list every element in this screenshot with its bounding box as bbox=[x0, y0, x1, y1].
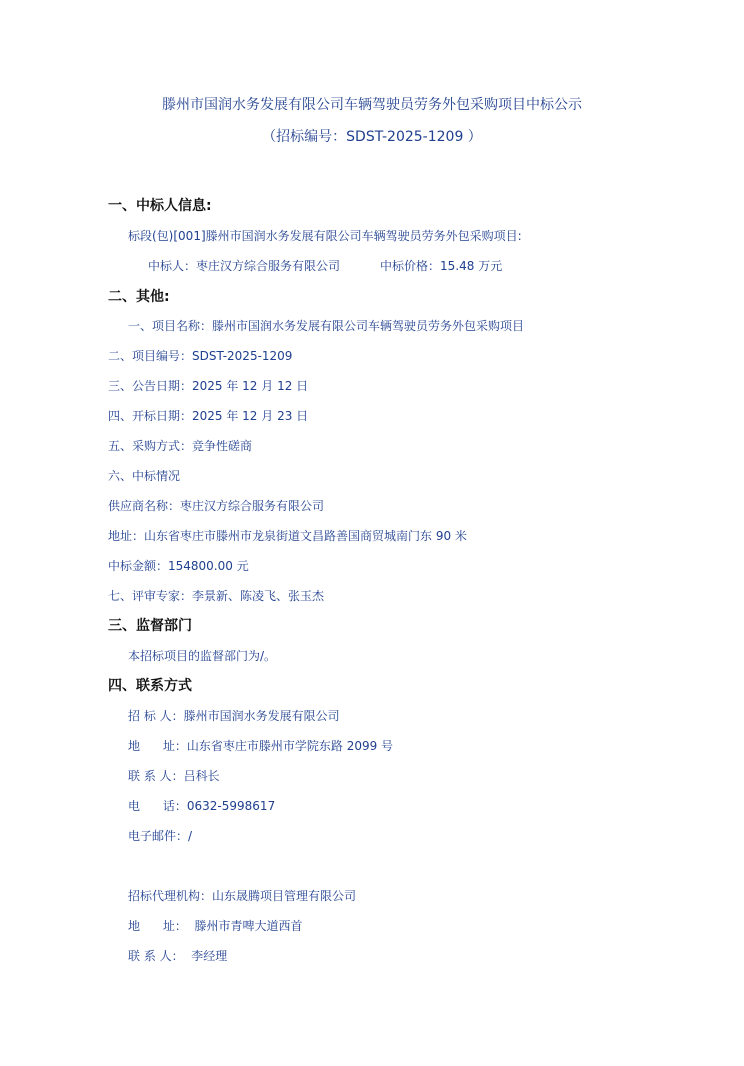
supervision-text: 本招标项目的监督部门为/。 bbox=[128, 649, 277, 663]
list-item: 二、项目编号：SDST-2025-1209 bbox=[108, 349, 293, 363]
section-winner-heading: 一、中标人信息: bbox=[108, 198, 212, 214]
list-item: 地址：山东省枣庄市滕州市龙泉街道文昌路善国商贸城南门东 90 米 bbox=[108, 529, 467, 543]
contact-value: 山东省枣庄市滕州市学院东路 2099 号 bbox=[186, 739, 394, 753]
list-item: 四、开标日期：2025 年 12 月 23 日 bbox=[108, 409, 309, 423]
contact-tenderer-name bbox=[128, 708, 340, 724]
winner-line bbox=[148, 258, 502, 274]
contact-value: / bbox=[188, 829, 193, 843]
contact-value: 0632-5998617 bbox=[186, 799, 276, 813]
winner-label: 中标人： bbox=[148, 259, 197, 273]
contact-value: 李经理 bbox=[183, 949, 228, 963]
contact-label: 电 话： bbox=[128, 799, 187, 813]
contact-label: 招 标 人： bbox=[128, 709, 184, 723]
page-title: 滕州市国润水务发展有限公司车辆驾驶员劳务外包采购项目中标公示 bbox=[162, 97, 582, 113]
list-item: 七、评审专家：李景新、陈凌飞、张玉杰 bbox=[108, 589, 325, 603]
section-other-heading: 二、其他: bbox=[108, 289, 170, 305]
contact-value: 滕州市国润水务发展有限公司 bbox=[183, 709, 340, 723]
price-label: 中标价格： bbox=[380, 259, 441, 273]
contact-agency-address bbox=[128, 918, 303, 934]
list-item: 供应商名称：枣庄汉方综合服务有限公司 bbox=[108, 499, 325, 513]
list-item: 五、采购方式：竞争性磋商 bbox=[108, 439, 253, 453]
contact-label: 地 址： bbox=[128, 739, 187, 753]
contact-label: 联 系 人： bbox=[128, 769, 184, 783]
contact-label: 联 系 人： bbox=[128, 949, 184, 963]
tender-number: （招标编号：SDST-2025-1209 ） bbox=[262, 129, 482, 145]
section-supervision-heading: 三、监督部门 bbox=[108, 618, 192, 634]
list-item: 一、项目名称：滕州市国润水务发展有限公司车辆驾驶员劳务外包采购项目 bbox=[128, 319, 525, 333]
contact-tenderer-address bbox=[128, 738, 393, 754]
contact-label: 招标代理机构： bbox=[128, 889, 213, 903]
contact-label: 地 址： bbox=[128, 919, 187, 933]
contact-tenderer-phone bbox=[128, 798, 275, 814]
contact-value: 滕州市青啤大道西首 bbox=[186, 919, 303, 933]
contact-agency-person bbox=[128, 948, 227, 964]
winner-name: 枣庄汉方综合服务有限公司 bbox=[196, 259, 341, 273]
price-value: 15.48 万元 bbox=[440, 259, 503, 273]
list-item: 中标金额：154800.00 元 bbox=[108, 559, 249, 573]
section-contact-heading: 四、联系方式 bbox=[108, 678, 192, 694]
contact-value: 吕科长 bbox=[183, 769, 220, 783]
list-item: 六、中标情况 bbox=[108, 469, 181, 483]
contact-label: 电子邮件： bbox=[128, 829, 189, 843]
contact-value: 山东晟腾项目管理有限公司 bbox=[212, 889, 357, 903]
contact-tenderer-person bbox=[128, 768, 220, 784]
contact-agency-name bbox=[128, 888, 356, 904]
lot-line: 标段(包)[001]滕州市国润水务发展有限公司车辆驾驶员劳务外包采购项目: bbox=[128, 229, 522, 243]
contact-tenderer-email bbox=[128, 828, 192, 844]
list-item: 三、公告日期：2025 年 12 月 12 日 bbox=[108, 379, 309, 393]
